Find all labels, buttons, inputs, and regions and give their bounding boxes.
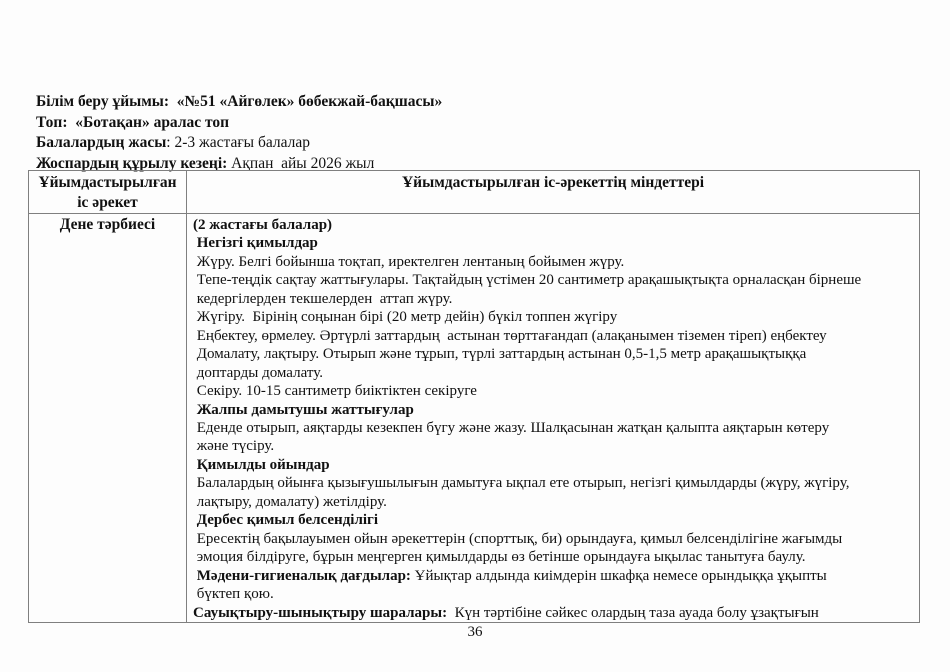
bold-run: Топ: «Ботақан» аралас топ <box>36 113 230 131</box>
text-line <box>191 530 915 548</box>
regular-run: Еңбектеу, өрмелеу. Әртүрлі заттардың астынан төрттағандап (алақанымен тіземен тіреп) еңбектеу <box>193 327 827 344</box>
activity-cell: Дене тәрбиесі <box>29 214 187 623</box>
table-row <box>29 214 920 623</box>
bold-run: Балалардың жасы <box>36 134 167 151</box>
regular-run: лақтыру, домалату) жетілдіру. <box>193 493 387 510</box>
objectives-cell <box>187 214 920 623</box>
text-line <box>191 327 915 345</box>
regular-run: Домалату, лақтыру. Отырып және тұрып, түрлі заттардың астынан 0,5-1,5 метр арақашықтыққа <box>193 346 807 363</box>
column-header-objectives: Ұйымдастырылған іс-әрекеттің міндеттері <box>187 171 920 214</box>
bold-run: Қимылды ойындар <box>193 456 330 473</box>
regular-run: Жүгіру. Бірінің соңынан бірі (20 метр дейін) бүкіл топпен жүгіру <box>193 309 618 326</box>
text-line <box>191 474 915 492</box>
regular-run: Ұйықтар алдында киімдерін шкафқа немесе орындыққа ұқыпты <box>410 567 827 584</box>
regular-run: Ақпан айы 2026 жыл <box>227 154 375 172</box>
text-line <box>191 290 915 308</box>
page-number: 36 <box>467 624 483 640</box>
bold-run: Жалпы дамытушы жаттығулар <box>193 401 414 418</box>
regular-run: Тепе-теңдік сақтау жаттығулары. Тақтайдың үстімен 20 сантиметр арақашықтықта орналасқан бірнеше <box>193 272 862 289</box>
bold-run: Мәдени-гигиеналық дағдылар: <box>193 567 411 584</box>
regular-run: Ересектің бақылауымен ойын әрекеттерін (спорттық, би) орындауға, қимыл белсенділігіне жағымды <box>193 530 843 547</box>
text-line <box>191 456 915 474</box>
regular-run: Еденде отырып, аяқтарды кезекпен бүгу және жазу. Шалқасынан жатқан қалыпта аяқтарын көтеру <box>193 419 830 436</box>
regular-run: Жүру. Белгі бойынша тоқтап, иректелген лентаның бойымен жүру. <box>193 253 625 270</box>
text-line <box>191 567 915 585</box>
bold-run: Сауықтыру-шынықтыру шаралары: <box>193 604 448 621</box>
text-line <box>36 133 442 154</box>
lesson-plan-table <box>28 170 920 623</box>
bold-run: Дербес қимыл белсенділігі <box>193 512 379 529</box>
text-line <box>191 382 915 400</box>
regular-run: Балалардың ойынға қызығушылығын дамытуға ықпал ете отырып, негізгі қимылдарды (жүру, жүгіру, <box>193 475 850 492</box>
column-header-activity: Ұйымдастырылған іс әрекет <box>29 171 187 214</box>
bold-run: Білім беру ұйымы: «№51 «Айгөлек» бөбекжай-бақшасы» <box>36 93 443 110</box>
text-line <box>36 92 442 113</box>
text-line <box>191 216 915 234</box>
text-line <box>191 493 915 511</box>
text-line <box>191 419 915 437</box>
bold-run: (2 жастағы балалар) <box>193 217 333 233</box>
text-line <box>191 511 915 529</box>
regular-run: кедергілерден текшелерден аттап жүру. <box>193 290 453 307</box>
table-header-row <box>29 171 920 214</box>
text-line <box>191 308 915 326</box>
bold-run: Негізгі қимылдар <box>193 235 318 252</box>
text-line <box>191 364 915 382</box>
text-line <box>191 437 915 455</box>
text-line <box>191 401 915 419</box>
text-line <box>191 604 915 622</box>
regular-run: және түсіру. <box>193 438 275 455</box>
regular-run: эмоция білдіруге, бұрын меңгерген қимылдарды өз бетінше орындауға ықылас танытуға баулу. <box>193 549 806 566</box>
bold-run: Жоспардың құрылу кезеңі: <box>36 154 228 172</box>
regular-run: Секіру. 10-15 сантиметр биіктіктен секіруге <box>193 383 477 400</box>
regular-run: : 2-3 жастағы балалар <box>166 134 310 151</box>
text-line <box>191 548 915 566</box>
document-meta-header <box>36 92 442 174</box>
text-line <box>36 113 442 134</box>
regular-run: Күн тәртібіне сәйкес олардың таза ауада болу ұзақтығын <box>447 604 819 621</box>
text-line <box>191 585 915 603</box>
text-line <box>191 345 915 363</box>
text-line <box>191 234 915 252</box>
text-line <box>191 271 915 289</box>
regular-run: бүктеп қою. <box>193 586 274 603</box>
regular-run: доптарды домалату. <box>193 364 323 381</box>
text-line <box>191 253 915 271</box>
